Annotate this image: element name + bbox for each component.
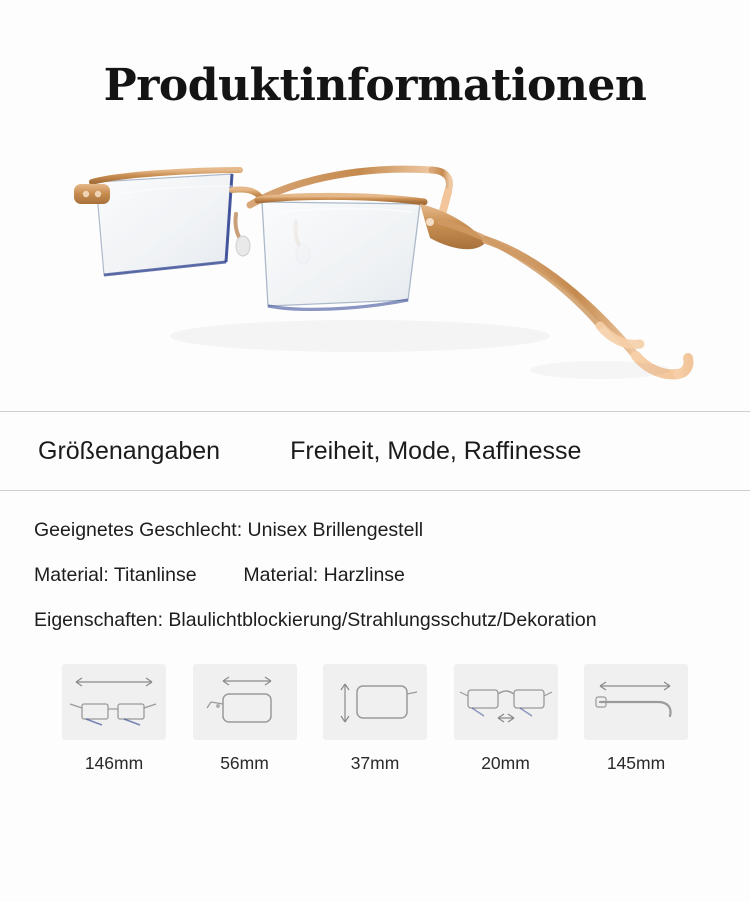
spec-features: Eigenschaften: Blaulichtblockierung/Strahlungsschutz/Dekoration <box>34 609 597 632</box>
temple-length-icon <box>584 664 688 740</box>
measurement-value: 145mm <box>606 753 666 774</box>
bridge-width-icon <box>454 664 558 740</box>
size-band-tagline: Freiheit, Mode, Raffinesse <box>290 436 582 465</box>
measurement-item <box>323 664 427 774</box>
size-band-title: Größenangaben <box>38 436 221 465</box>
product-hero-image <box>0 130 750 405</box>
measurement-item <box>584 664 688 774</box>
frame-total-width-icon <box>62 664 166 740</box>
measurement-row <box>0 654 750 774</box>
spec-material-frame: Material: Titanlinse <box>34 564 197 587</box>
page-title: Produktinformationen <box>103 60 647 111</box>
measurement-item <box>193 664 297 774</box>
lens-height-icon <box>323 664 427 740</box>
measurement-item <box>454 664 558 774</box>
measurement-value: 20mm <box>481 753 530 774</box>
measurement-value: 37mm <box>350 753 400 774</box>
measurement-value: 56mm <box>220 753 269 774</box>
eyeglasses-rimless-gold-photo <box>0 130 750 405</box>
measurement-value: 146mm <box>84 753 144 774</box>
spec-material-lens: Material: Harzlinse <box>243 564 405 587</box>
size-info-band <box>0 411 750 491</box>
measurement-item <box>62 664 166 774</box>
spec-gender: Geeignetes Geschlecht: Unisex Brillengestell <box>34 519 424 542</box>
spec-materials <box>34 564 716 587</box>
lens-width-icon <box>193 664 297 740</box>
spec-list <box>0 491 750 632</box>
